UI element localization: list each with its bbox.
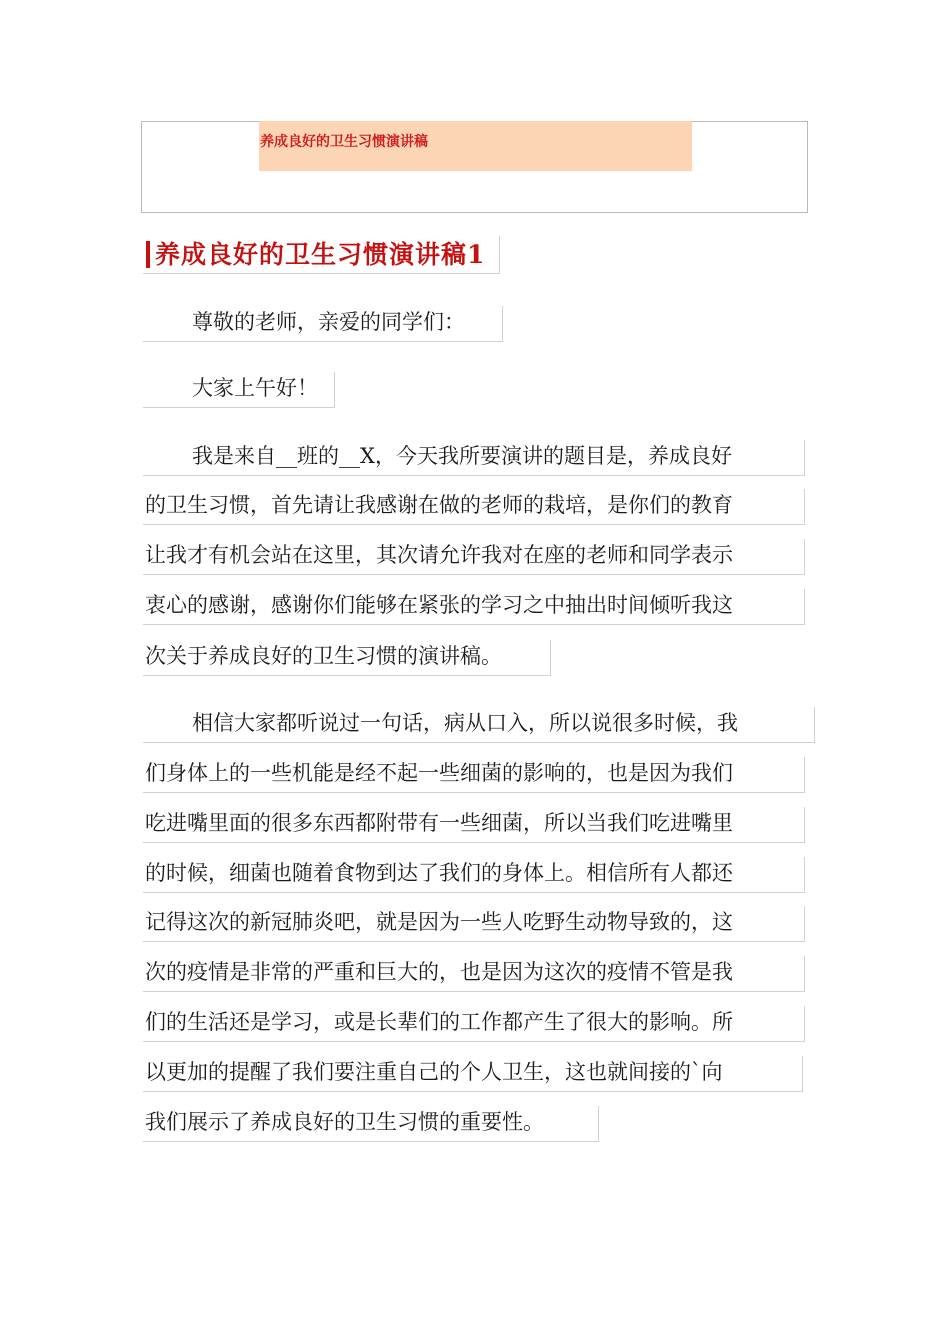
paragraph-2-line-4: 的时候，细菌也随着食物到达了我们的身体上。相信所有人都还 xyxy=(143,857,805,893)
header-title: 养成良好的卫生习惯演讲稿 xyxy=(260,134,428,150)
paragraph-2-line-5: 记得这次的新冠肺炎吧，就是因为一些人吃野生动物导致的，这 xyxy=(143,906,805,942)
paragraph-2-line-6: 次的疫情是非常的严重和巨大的，也是因为这次的疫情不管是我 xyxy=(143,956,805,992)
heading-title: 养成良好的卫生习惯演讲稿1 xyxy=(155,240,486,269)
paragraph-1-line-4: 衷心的感谢，感谢你们能够在紧张的学习之中抽出时间倾听我这 xyxy=(143,589,805,625)
document-header xyxy=(141,121,808,213)
section-heading xyxy=(143,236,500,274)
paragraph-2-line-8: 以更加的提醒了我们要注重自己的个人卫生，这也就间接的`向 xyxy=(143,1056,803,1092)
paragraph-2-line-1: 相信大家都听说过一句话，病从口入，所以说很多时候，我 xyxy=(143,707,815,743)
paragraph-2-line-7: 们的生活还是学习，或是长辈们的工作都产生了很大的影响。所 xyxy=(143,1006,805,1042)
paragraph-2-line-9: 我们展示了养成良好的卫生习惯的重要性。 xyxy=(143,1106,599,1142)
paragraph-2-line-2: 们身体上的一些机能是经不起一些细菌的影响的，也是因为我们 xyxy=(143,757,805,793)
paragraph-1-line-2: 的卫生习惯，首先请让我感谢在做的老师的栽培，是你们的教育 xyxy=(143,489,805,525)
heading-marker xyxy=(146,241,150,268)
paragraph-1-line-5: 次关于养成良好的卫生习惯的演讲稿。 xyxy=(143,640,551,676)
paragraph-1-line-3: 让我才有机会站在这里，其次请允许我对在座的老师和同学表示 xyxy=(143,539,805,575)
salutation-line: 尊敬的老师，亲爱的同学们： xyxy=(143,306,503,342)
greeting-line: 大家上午好！ xyxy=(143,372,335,408)
paragraph-2-line-3: 吃进嘴里面的很多东西都附带有一些细菌，所以当我们吃进嘴里 xyxy=(143,807,805,843)
paragraph-1-line-1: 我是来自__班的__X，今天我所要演讲的题目是，养成良好 xyxy=(143,440,805,476)
